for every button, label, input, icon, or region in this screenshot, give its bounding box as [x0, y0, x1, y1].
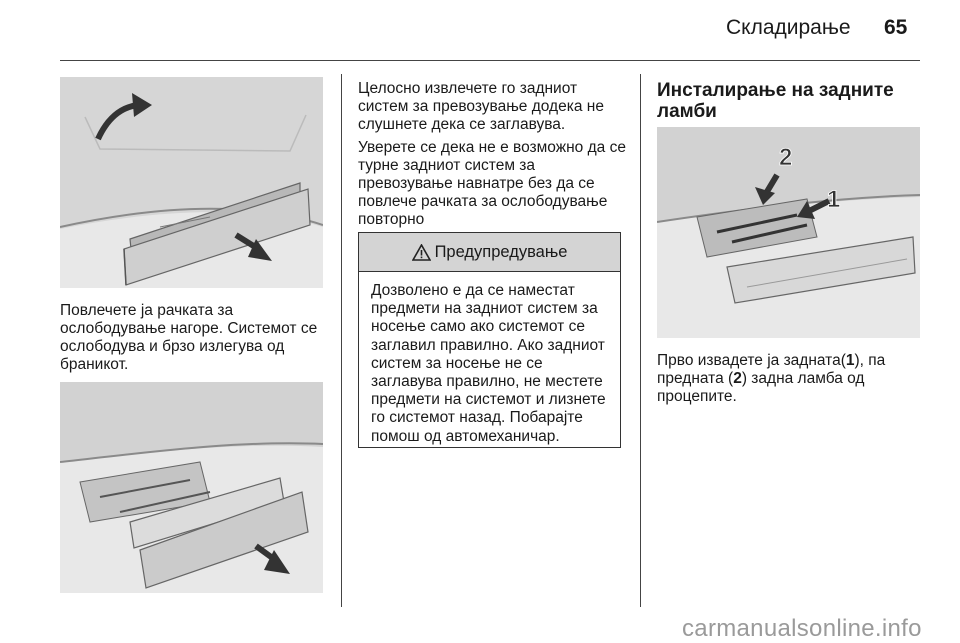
warning-triangle-icon: [412, 244, 431, 261]
col3-text-b: ), па предната (: [657, 352, 886, 387]
col3-text-c: ) задна ламба од процепите.: [657, 370, 865, 405]
col3-text-a: Прво извадете ја задната(: [657, 352, 846, 369]
page-number: 65: [884, 16, 908, 39]
release-handle-illustration: [60, 77, 323, 288]
watermark: carmanualsonline.info: [682, 615, 922, 642]
section-heading: Инсталирање на задните ламби: [657, 80, 894, 122]
col3-num-1: 1: [845, 352, 855, 369]
column-divider-1: [341, 74, 342, 607]
col3-num-2: 2: [733, 370, 742, 387]
warning-text: Дозволено е да се наместат предмети на задниот систем за носење само ако системот се заглавил правилно. Ако задниот систем за носење не се заглавува правилно, не местете предмети на системот и лизнете го системот назад. Побарајте помош од автомеханичар.: [371, 282, 606, 445]
col1-paragraph: Повлечете ја рачката за ослободување нагоре. Системот се ослободува и брзо излегува од браникот.: [60, 302, 318, 373]
col2-paragraph-1: Целосно извлечете го задниот систем за превозување додека не слушнете дека се заглавува.: [358, 80, 604, 133]
warning-header: [359, 233, 620, 272]
extended-carrier-illustration: [60, 382, 323, 593]
figure-extended-carrier: [60, 382, 323, 593]
header-divider: [60, 60, 920, 61]
warning-title: Предупредување: [434, 242, 568, 261]
col3-paragraph: [657, 352, 922, 406]
col2-paragraph-2: Уверете се дека не е возможно да се турне задниот систем за превозување навнатре без да се повлече рачката за ослободување повторно: [358, 139, 626, 228]
page-title: Складирање: [726, 16, 851, 39]
figure-rear-lamps: [657, 127, 920, 338]
warning-box: [358, 232, 621, 448]
figure-release-handle: [60, 77, 323, 288]
figure-label-2: 2: [779, 144, 793, 171]
figure-label-1: 1: [827, 186, 841, 213]
rear-lamps-illustration: [657, 127, 920, 338]
column-divider-2: [640, 74, 641, 607]
